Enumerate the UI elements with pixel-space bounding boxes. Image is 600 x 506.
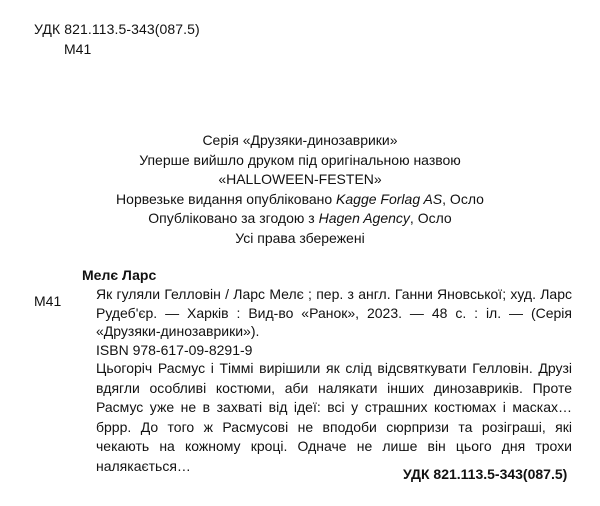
imprint-block xyxy=(0,131,600,248)
norwegian-publisher: Kagge Forlag AS xyxy=(336,190,443,207)
isbn-line: ISBN 978-617-09-8291-9 xyxy=(96,341,253,358)
author-code-record: М41 xyxy=(34,293,62,309)
norwegian-edition-prefix: Норвезьке видання опубліковано xyxy=(116,190,337,207)
udc-code-top: УДК 821.113.5-343(087.5) xyxy=(34,21,200,37)
norwegian-edition-suffix: , Осло xyxy=(442,190,484,207)
bibliographic-record xyxy=(82,266,572,476)
agreement-line xyxy=(0,209,600,229)
series-line: Серія «Друзяки-динозаврики» xyxy=(202,132,398,148)
agreement-prefix: Опубліковано за згодою з xyxy=(148,210,319,226)
agency-name: Hagen Agency xyxy=(318,210,410,226)
first-publication-line: Уперше вийшло друком під оригінальною назвою xyxy=(139,151,461,168)
author-heading: Мелє Ларс xyxy=(82,267,157,283)
udc-code-bottom: УДК 821.113.5-343(087.5) xyxy=(403,466,568,482)
rights-line: Усі права збережені xyxy=(235,229,365,246)
agreement-suffix: , Осло xyxy=(409,210,452,226)
original-title-line: «HALLOWEEN-FESTEN» xyxy=(218,171,382,187)
norwegian-edition-line xyxy=(0,190,600,210)
author-code-top: М41 xyxy=(64,41,92,57)
bibliographic-description: Як гуляли Гелловін / Ларс Мелє ; пер. з англ. Ганни Яновської; худ. Ларс Рудеб'єр. — Харків : Вид-во «Ранок», 2023. — 48 с. : іл. — (Серія «Друзяки-динозаврики»). xyxy=(96,286,572,339)
annotation-text: Цьогоріч Расмус і Тіммі вирішили як слід відсвяткувати Гелловін. Друзі вдягли особливі костюми, аби налякати інших динозавриків. Проте Расмус уже не в захваті від ідеї: всі у страшних костюмах і масках… бррр. До того ж Расмусові не вподоби сюрпризи та розіграші, які чекають на кожному кроці. Одначе не лише він цього дня трохи налякається… xyxy=(96,360,572,474)
